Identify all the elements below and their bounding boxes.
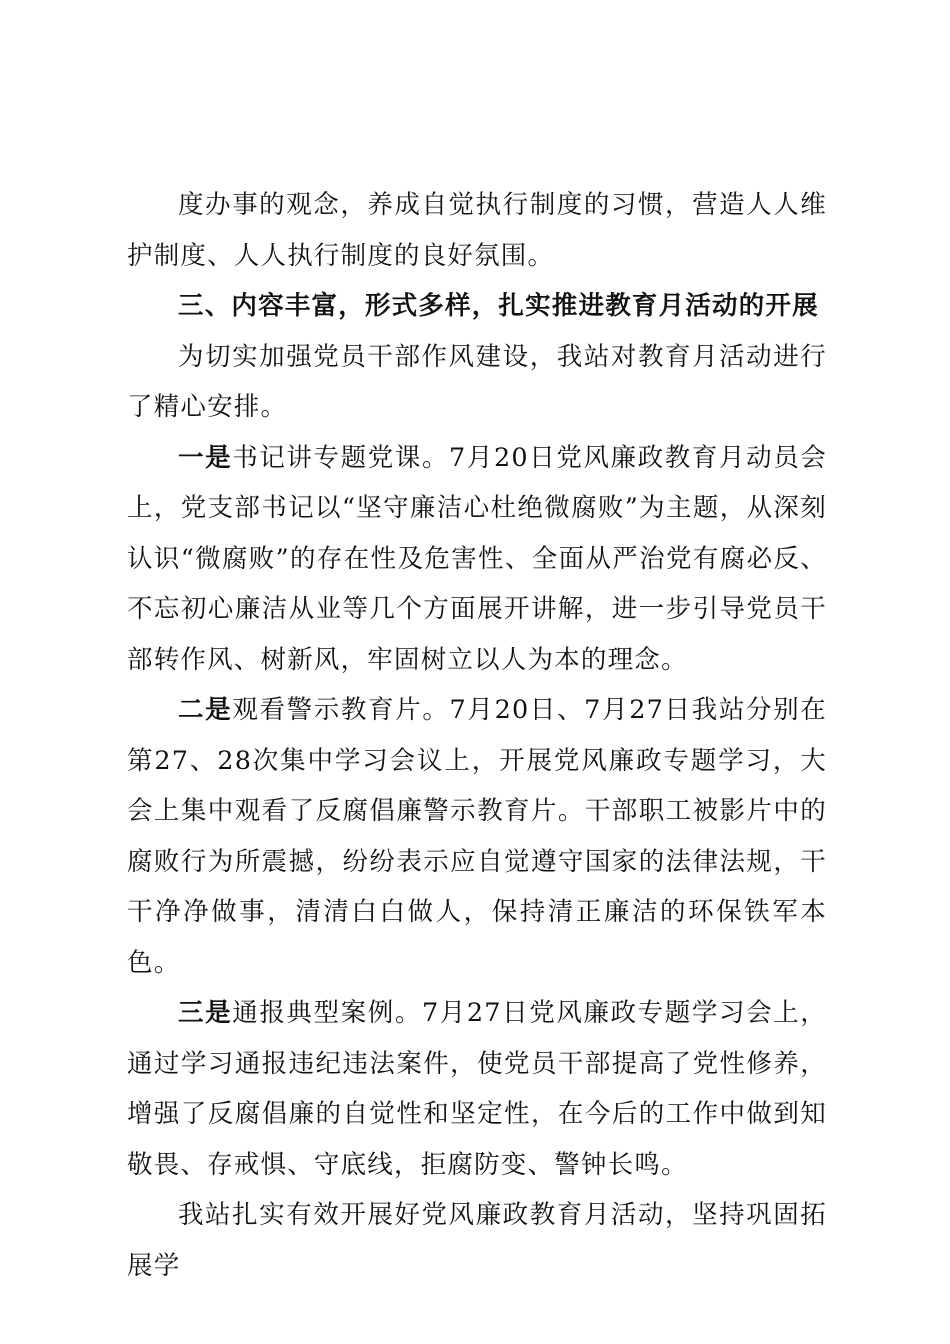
intro-paragraph: 为切实加强党员干部作风建设，我站对教育月活动进行了精心安排。 — [127, 341, 827, 422]
item-lead-1: 一是 — [178, 442, 233, 473]
item-lead-2: 二是 — [178, 695, 233, 725]
closing-paragraph: 我站扎实有效开展好党风廉政教育月活动，坚持巩固拓展学 — [127, 1200, 827, 1281]
item-text-2: 观看警示教育片。7月20日、7月27日我站分别在第27、28次集中学习会议上，开展党风廉政专题学习，大会上集中观看了反腐倡廉警示教育片。干部职工被影片中的腐败行为所震撼，纷纷表示应自觉遵守国家的法律法规，干干净净做事，清清白白做人，保持清正廉洁的环保铁军本色。 — [127, 695, 827, 978]
document-body — [127, 180, 827, 1291]
item-paragraph-2 — [127, 685, 827, 988]
item-text-1: 书记讲专题党课。7月20日党风廉政教育月动员会上，党支部书记以“坚守廉洁心杜绝微腐败”为主题，从深刻认识“微腐败”的存在性及危害性、全面从严治党有腐必反、不忘初心廉洁从业等几个方面展开讲解，进一步引导党员干部转作风、树新风，牢固树立以人为本的理念。 — [127, 442, 827, 675]
item-paragraph-1 — [127, 433, 827, 686]
section-heading: 三、内容丰富，形式多样，扎实推进教育月活动的开展 — [178, 291, 819, 321]
item-paragraph-3 — [127, 988, 827, 1190]
item-lead-3: 三是 — [178, 998, 233, 1028]
item-text-3: 通报典型案例。7月27日党风廉政专题学习会上，通过学习通报违纪违法案件，使党员干部提高了党性修养，增强了反腐倡廉的自觉性和坚定性，在今后的工作中做到知敬畏、存戒惧、守底线，拒腐防变、警钟长鸣。 — [127, 998, 827, 1180]
continuation-paragraph: 度办事的观念，养成自觉执行制度的习惯，营造人人维护制度、人人执行制度的良好氛围。 — [127, 190, 827, 271]
